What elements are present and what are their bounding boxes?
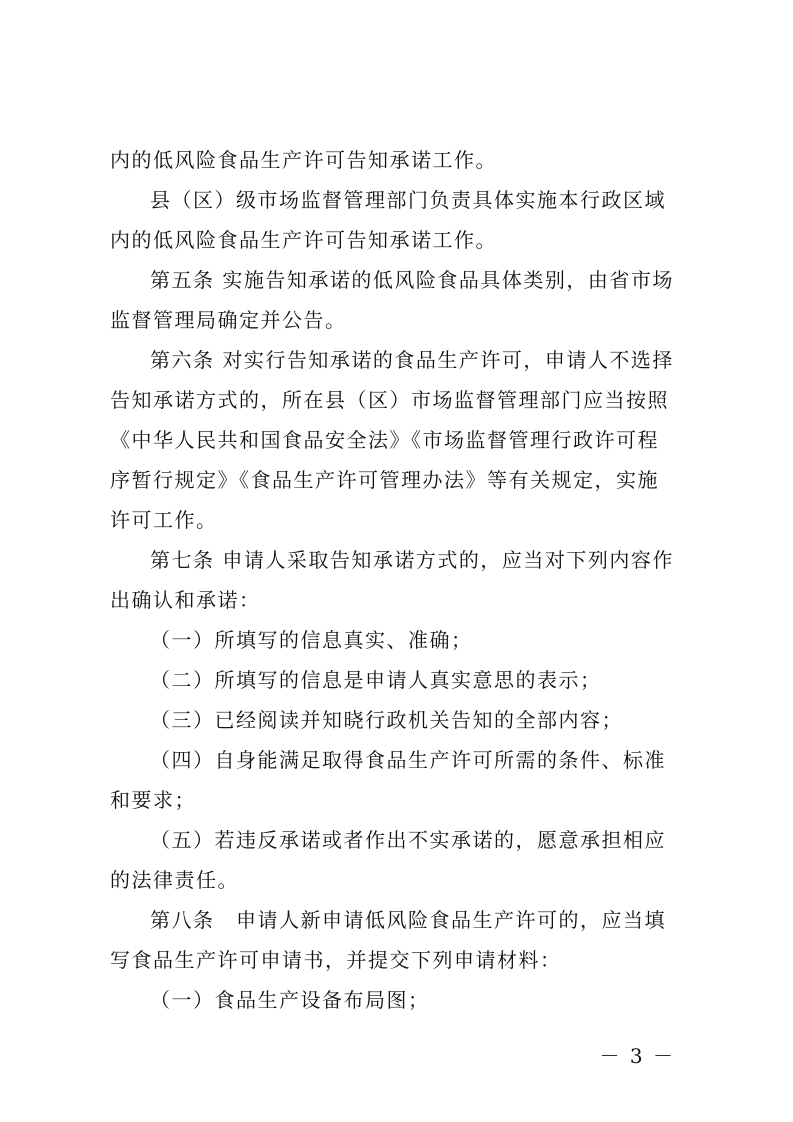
text-line: （一）所填写的信息真实、准确；	[150, 628, 473, 652]
text-line: 第六条 对实行告知承诺的食品生产许可，申请人不选择	[150, 348, 674, 372]
page-number: － 3 －	[599, 1044, 675, 1068]
text-line: 监督管理局确定并公告。	[110, 308, 347, 332]
text-line: 第八条 申请人新申请低风险食品生产许可的，应当填	[150, 908, 666, 932]
text-line: （一）食品生产设备布局图；	[150, 988, 430, 1012]
text-line: 内的低风险食品生产许可告知承诺工作。	[110, 148, 497, 172]
text-line: （二）所填写的信息是申请人真实意思的表示；	[150, 668, 602, 692]
text-line: 告知承诺方式的，所在县（区）市场监督管理部门应当按照	[110, 388, 669, 412]
text-line: 第五条 实施告知承诺的低风险食品具体类别，由省市场	[150, 268, 674, 292]
text-line: （四）自身能满足取得食品生产许可所需的条件、标准	[150, 748, 666, 772]
text-line: 写食品生产许可申请书，并提交下列申请材料：	[110, 948, 562, 972]
text-line: 《中华人民共和国食品安全法》《市场监督管理行政许可程	[110, 428, 659, 452]
text-line: 第七条 申请人采取告知承诺方式的，应当对下列内容作	[150, 548, 674, 572]
text-line: （五）若违反承诺或者作出不实承诺的，愿意承担相应	[150, 828, 666, 852]
text-line: （三）已经阅读并知晓行政机关告知的全部内容；	[150, 708, 623, 732]
text-line: 的法律责任。	[110, 868, 239, 892]
text-line: 和要求；	[110, 788, 196, 812]
text-line: 序暂行规定》《食品生产许可管理办法》等有关规定，实施	[110, 468, 659, 492]
text-line: 县（区）级市场监督管理部门负责具体实施本行政区域	[150, 188, 666, 212]
text-line: 许可工作。	[110, 508, 218, 532]
text-line: 内的低风险食品生产许可告知承诺工作。	[110, 228, 497, 252]
text-line: 出确认和承诺：	[110, 588, 261, 612]
